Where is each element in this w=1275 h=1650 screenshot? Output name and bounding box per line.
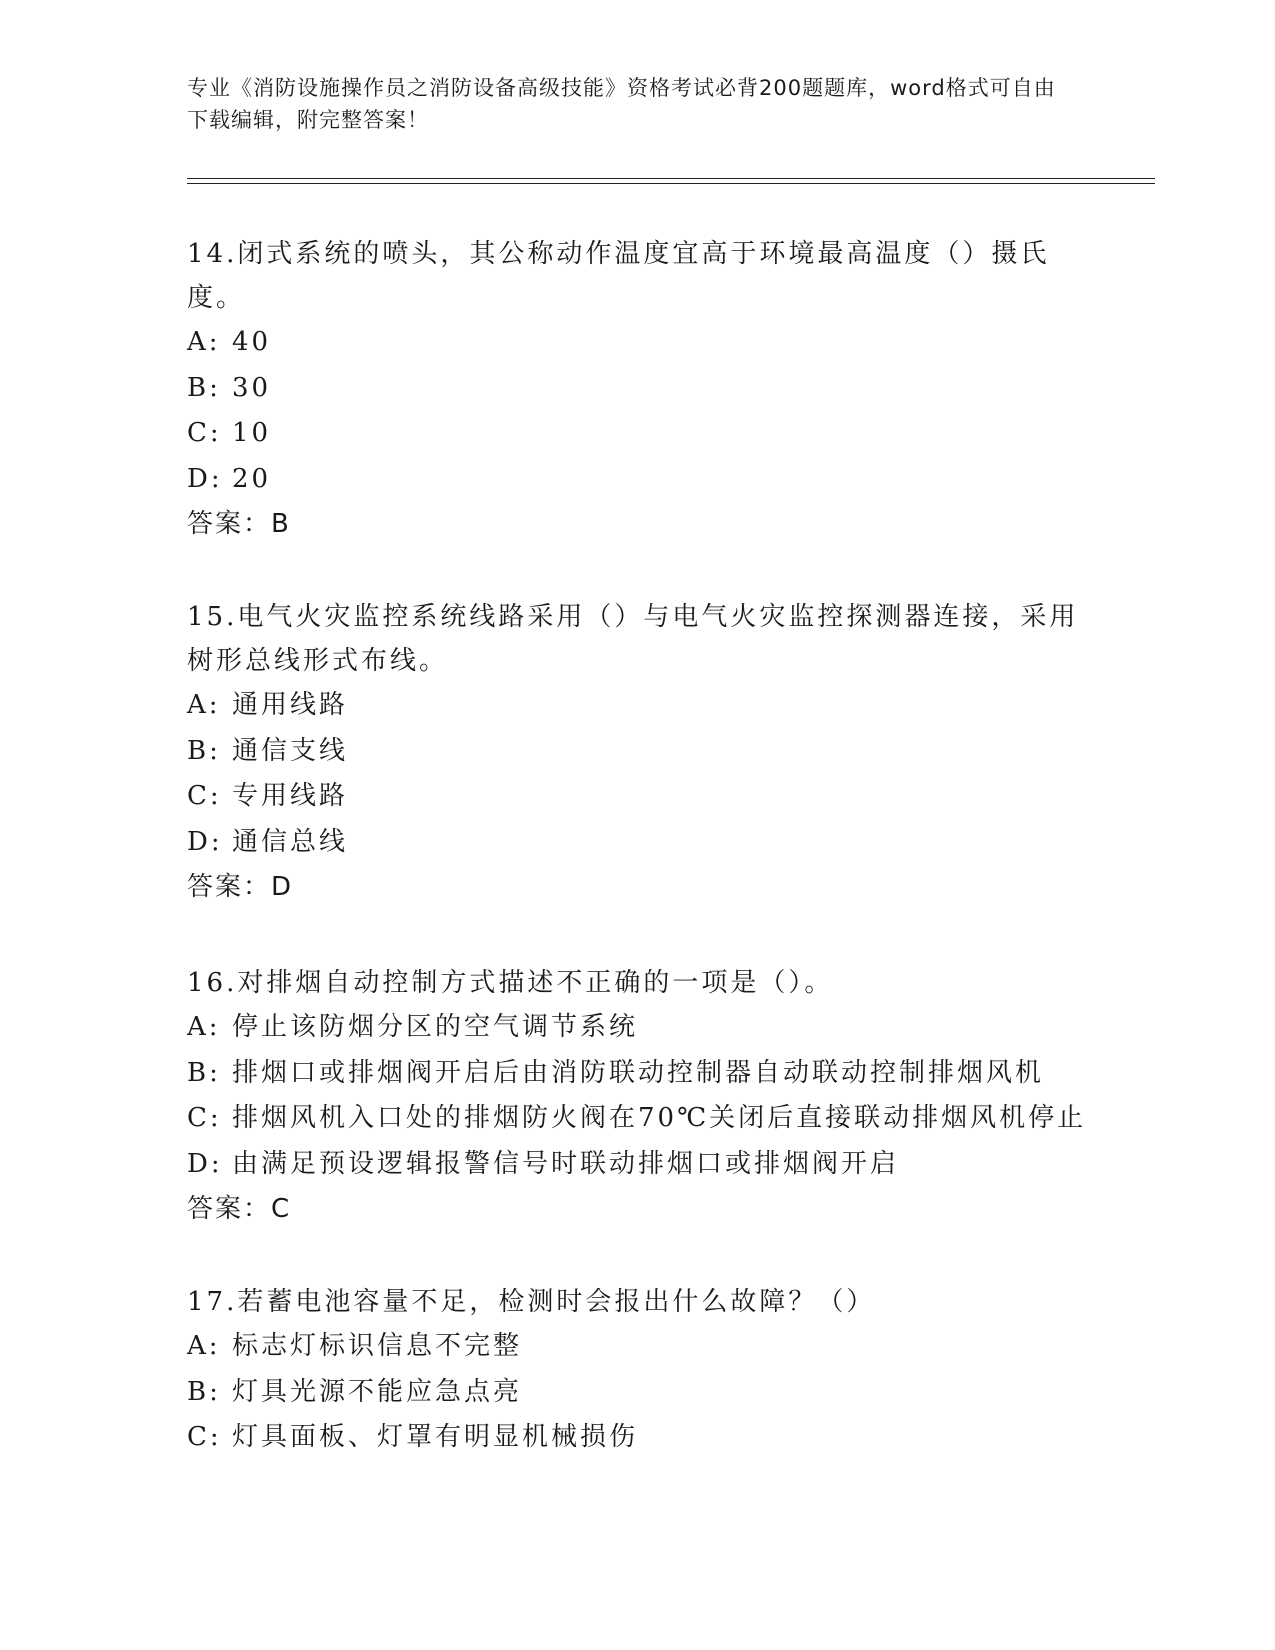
answer-label: 答案：: [187, 1194, 272, 1224]
option-b: [187, 366, 1087, 412]
answer-value: D: [271, 872, 294, 902]
option-key: C:: [187, 781, 222, 811]
option-c: [187, 1096, 1087, 1142]
option-key: C:: [187, 418, 222, 448]
question-17: [187, 1280, 1087, 1461]
option-text: 标志灯标识信息不完整: [232, 1331, 523, 1361]
option-a: [187, 683, 1087, 729]
option-key: A:: [187, 1331, 221, 1361]
option-key: D:: [187, 1148, 223, 1179]
question-stem: 17.若蓄电池容量不足，检测时会报出什么故障？（）: [187, 1287, 876, 1317]
option-a: [187, 1324, 1087, 1370]
option-text: 排烟风机入口处的排烟防火阀在70℃关闭后直接联动排烟风机停止: [232, 1103, 1087, 1133]
option-c: [187, 774, 1087, 820]
option-text: 通信支线: [232, 735, 349, 766]
option-d: [187, 1142, 1087, 1188]
option-text: 10: [232, 418, 272, 448]
option-text: 30: [232, 372, 272, 403]
option-b: [187, 1051, 1087, 1097]
option-key: B:: [187, 372, 221, 403]
answer-label: 答案：: [187, 509, 272, 539]
option-key: B:: [187, 1057, 221, 1088]
header-divider-bottom: [187, 183, 1155, 184]
question-stem: 14.闭式系统的喷头，其公称动作温度宜高于环境最高温度（）摄氏度。: [187, 239, 1050, 313]
option-key: A:: [187, 690, 221, 720]
option-key: D:: [187, 463, 223, 494]
option-c: [187, 1415, 1087, 1461]
answer-line: [187, 865, 1087, 911]
question-14: [187, 232, 1087, 548]
option-key: B:: [187, 1376, 221, 1407]
option-b: [187, 729, 1087, 775]
option-key: A:: [187, 1012, 221, 1042]
option-b: [187, 1370, 1087, 1416]
option-c: [187, 411, 1087, 457]
header-divider-top: [187, 178, 1155, 179]
option-key: D:: [187, 826, 223, 857]
option-text: 40: [232, 327, 272, 357]
option-key: A:: [187, 327, 221, 357]
question-stem: 16.对排烟自动控制方式描述不正确的一项是（）。: [187, 968, 834, 998]
option-text: 停止该防烟分区的空气调节系统: [232, 1012, 639, 1042]
header-text: 专业《消防设施操作员之消防设备高级技能》资格考试必背200题题库，word格式可自由下载编辑，附完整答案！: [187, 76, 1056, 132]
answer-line: [187, 1187, 1087, 1233]
answer-value: B: [271, 509, 291, 539]
option-key: C:: [187, 1422, 222, 1452]
option-text: 排烟口或排烟阀开启后由消防联动控制器自动联动控制排烟风机: [232, 1057, 1045, 1088]
option-text: 灯具光源不能应急点亮: [232, 1376, 523, 1407]
option-text: 由满足预设逻辑报警信号时联动排烟口或排烟阀开启: [232, 1148, 900, 1179]
option-text: 专用线路: [232, 781, 349, 811]
document-header: [187, 72, 1067, 136]
answer-label: 答案：: [187, 872, 272, 902]
option-text: 灯具面板、灯罩有明显机械损伤: [232, 1422, 639, 1452]
option-d: [187, 820, 1087, 866]
option-a: [187, 320, 1087, 366]
option-text: 通用线路: [232, 690, 349, 720]
answer-line: [187, 502, 1087, 548]
option-key: B:: [187, 735, 221, 766]
question-16: [187, 961, 1087, 1233]
option-text: 通信总线: [232, 826, 349, 857]
option-d: [187, 457, 1087, 503]
question-stem: 15.电气火灾监控系统线路采用（）与电气火灾监控探测器连接，采用树形总线形式布线。: [187, 602, 1079, 676]
option-key: C:: [187, 1103, 222, 1133]
answer-value: C: [271, 1194, 292, 1224]
option-text: 20: [232, 463, 272, 494]
question-15: [187, 595, 1087, 911]
option-a: [187, 1005, 1087, 1051]
